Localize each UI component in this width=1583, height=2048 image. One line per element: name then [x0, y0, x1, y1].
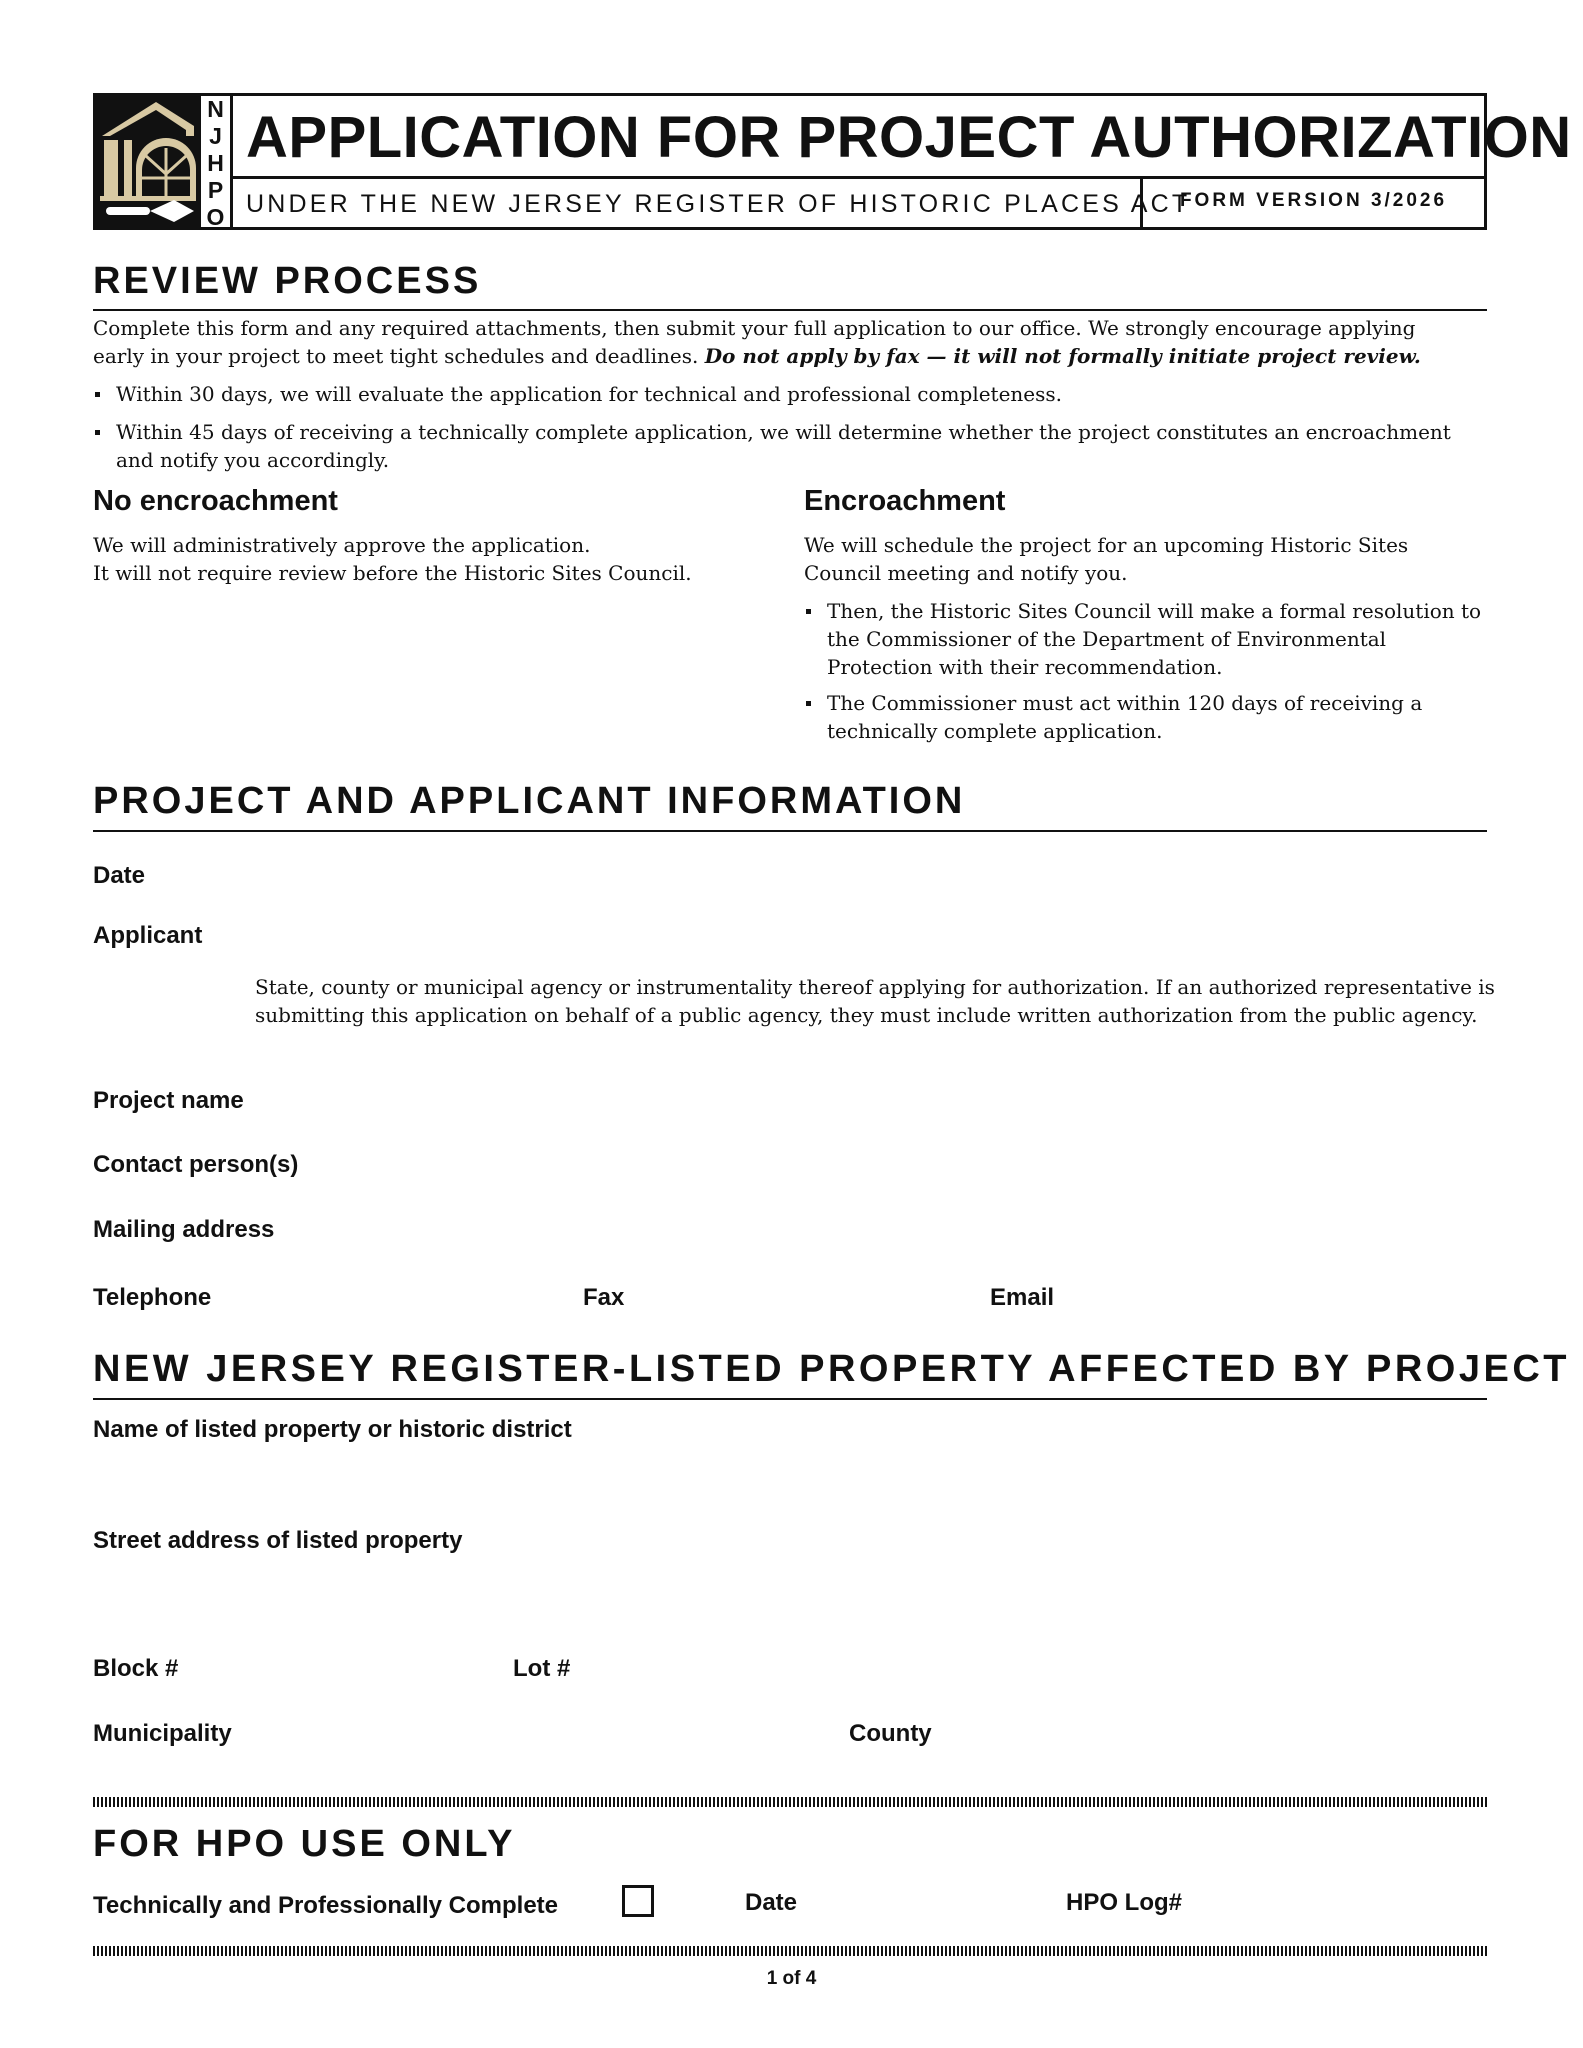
project-name-field-label[interactable]: Project name [93, 1087, 244, 1114]
review-intro [93, 314, 1493, 370]
bullet-icon [95, 430, 100, 435]
bullet-icon [806, 609, 811, 614]
project-info-heading: PROJECT AND APPLICANT INFORMATION [93, 780, 966, 822]
section-rule [93, 1398, 1487, 1400]
technically-complete-checkbox[interactable] [622, 1885, 654, 1917]
review-intro-text: early in your project to meet tight schedules and deadlines. [93, 344, 699, 368]
block-field-label[interactable]: Block # [93, 1655, 179, 1682]
mailing-address-field-label[interactable]: Mailing address [93, 1216, 275, 1243]
listed-property-heading: NEW JERSEY REGISTER-LISTED PROPERTY AFFECTED BY PROJECT [93, 1348, 1570, 1390]
form-version-box [1140, 176, 1484, 227]
fax-warning: Do not apply by fax — it will not formally initiate project review. [704, 344, 1421, 368]
fax-field-label[interactable]: Fax [583, 1284, 625, 1311]
applicant-note: State, county or municipal agency or instrumentality thereof applying for authorization. If an authorized representative is submitting this application on behalf of a public agency, they must include written authorization from the public agency. [255, 975, 1495, 1027]
encroachment-heading: Encroachment [804, 485, 1006, 517]
encroachment-bullet [804, 597, 1494, 681]
no-encroachment-line: It will not require review before the Historic Sites Council. [93, 561, 692, 585]
encroachment-bullet-text: Then, the Historic Sites Council will make a formal resolution to the Commissioner of the Department of Environmental Protection with their recommendation. [827, 599, 1482, 679]
lot-field-label[interactable]: Lot # [513, 1655, 571, 1682]
municipality-field-label[interactable]: Municipality [93, 1720, 232, 1747]
page-number: 1 of 4 [766, 1968, 817, 1989]
njhpo-logo [96, 96, 198, 227]
logo-letter: P [207, 177, 224, 203]
contact-person-field-label[interactable]: Contact person(s) [93, 1151, 299, 1178]
review-bullet-text: Within 45 days of receiving a technically complete application, we will determine whether the project constitutes an encroachment and notify you accordingly. [116, 420, 1451, 472]
encroachment-text: We will schedule the project for an upcoming Historic Sites Council meeting and notify you. [804, 533, 1409, 585]
no-encroachment-line: We will administratively approve the application. [93, 533, 591, 557]
review-bullet [93, 418, 1488, 474]
logo-letter: O [206, 204, 225, 230]
njhpo-letters [198, 96, 233, 230]
review-bullet-text: Within 30 days, we will evaluate the application for technical and professional completeness. [116, 382, 1063, 406]
review-intro-line: Complete this form and any required attachments, then submit your full application to our office. We strongly encourage applying [93, 316, 1416, 340]
county-field-label[interactable]: County [849, 1720, 932, 1747]
hpo-use-heading: FOR HPO USE ONLY [93, 1823, 516, 1865]
review-intro-line [93, 342, 1493, 370]
bullet-icon [806, 701, 811, 706]
no-encroachment-heading: No encroachment [93, 485, 338, 517]
section-rule [93, 309, 1487, 311]
historic-building-icon [96, 96, 198, 227]
encroachment-bullet-text: The Commissioner must act within 120 days of receiving a technically complete application. [827, 691, 1423, 743]
street-address-label[interactable]: Street address of listed property [93, 1527, 463, 1554]
technically-complete-label: Technically and Professionally Complete [93, 1892, 559, 1919]
email-field-label[interactable]: Email [990, 1284, 1055, 1311]
review-process-heading: REVIEW PROCESS [93, 260, 482, 302]
listed-property-name-label[interactable]: Name of listed property or historic district [93, 1416, 572, 1443]
page-title: APPLICATION FOR PROJECT AUTHORIZATION [246, 105, 1572, 170]
hpo-log-label[interactable]: HPO Log# [1066, 1889, 1183, 1916]
hpo-divider-top [93, 1797, 1487, 1807]
page-subtitle: UNDER THE NEW JERSEY REGISTER OF HISTORIC PLACES ACT [246, 190, 1191, 218]
hpo-divider-bottom [93, 1946, 1487, 1956]
section-rule [93, 830, 1487, 832]
form-header [93, 93, 1572, 230]
review-bullet [93, 380, 1493, 408]
hpo-date-label[interactable]: Date [745, 1889, 798, 1916]
logo-letter: N [207, 96, 224, 122]
no-encroachment-text [93, 531, 793, 587]
logo-letter: H [207, 150, 224, 176]
date-field-label[interactable]: Date [93, 862, 146, 889]
encroachment-bullet [804, 689, 1469, 745]
form-version: FORM VERSION 3/2026 [1179, 190, 1448, 211]
applicant-field-label[interactable]: Applicant [93, 922, 203, 949]
telephone-field-label[interactable]: Telephone [93, 1284, 212, 1311]
bullet-icon [95, 392, 100, 397]
logo-letter: J [209, 123, 222, 149]
